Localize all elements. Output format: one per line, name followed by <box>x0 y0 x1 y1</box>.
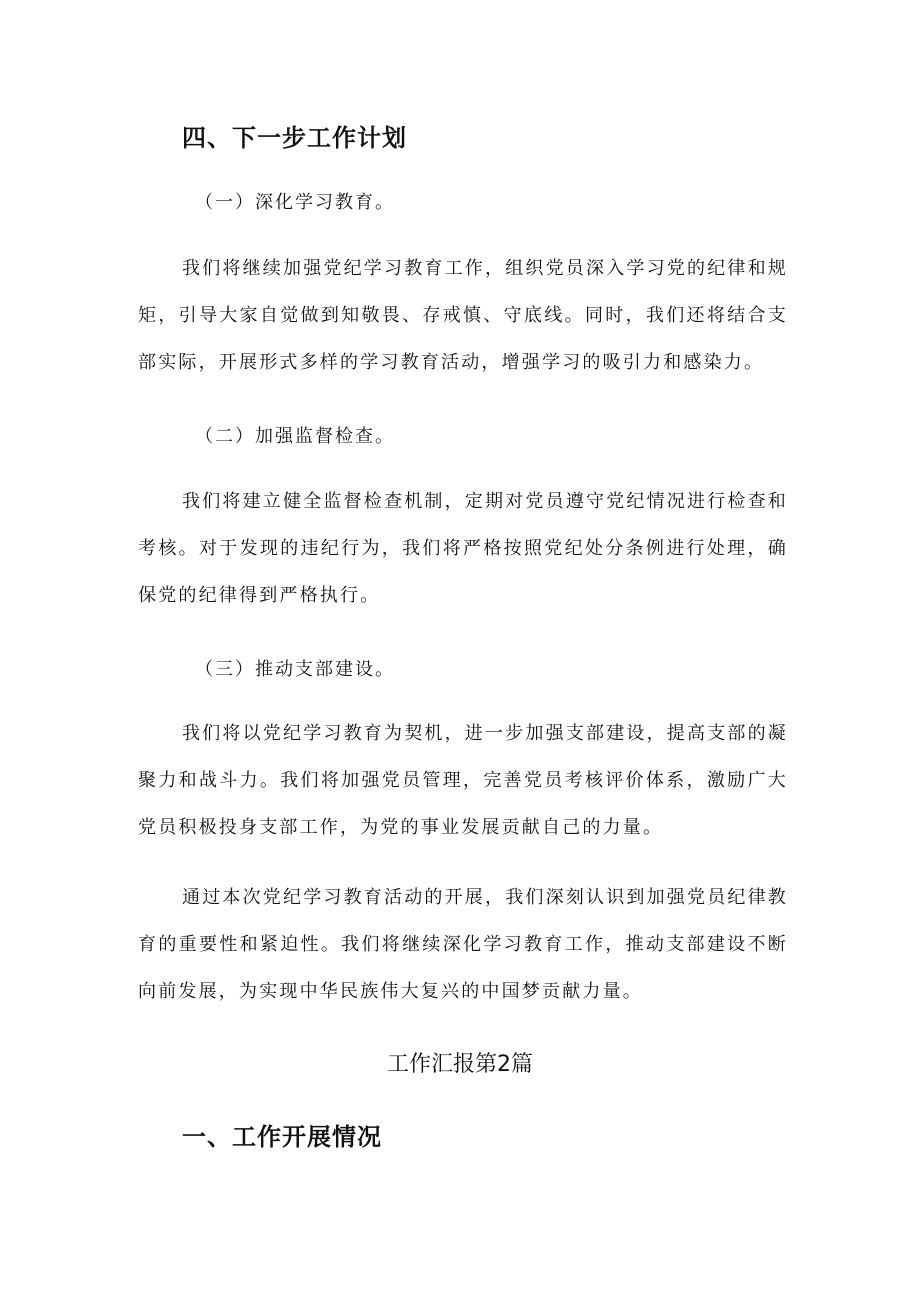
subheading-supervision: （二）加强监督检查。 <box>195 426 395 447</box>
subheading-branch-building: （三）推动支部建设。 <box>195 659 395 680</box>
section-heading-work-progress: 一、工作开展情况 <box>182 1123 382 1151</box>
section-heading-next-steps: 四、下一步工作计划 <box>182 124 407 152</box>
paragraph-conclusion: 通过本次党纪学习教育活动的开展，我们深刻认识到加强党员纪律教育的重要性和紧迫性。我们将继续深化学习教育工作，推动支部建设不断向前发展，为实现中华民族伟大复兴的中国梦贡献力量。 <box>138 887 788 1002</box>
paragraph-branch-building: 我们将以党纪学习教育为契机，进一步加强支部建设，提高支部的凝聚力和战斗力。我们将加强党员管理，完善党员考核评价体系，激励广大党员积极投身支部工作，为党的事业发展贡献自己的力量。 <box>138 723 788 838</box>
report-title: 工作汇报第2篇 <box>387 1052 533 1077</box>
subheading-deepen-study: （一）深化学习教育。 <box>195 192 395 213</box>
paragraph-supervision: 我们将建立健全监督检查机制，定期对党员遵守党纪情况进行检查和考核。对于发现的违纪行为，我们将严格按照党纪处分条例进行处理，确保党的纪律得到严格执行。 <box>138 491 788 606</box>
paragraph-deepen-study: 我们将继续加强党纪学习教育工作，组织党员深入学习党的纪律和规矩，引导大家自觉做到知敬畏、存戒慎、守底线。同时，我们还将结合支部实际，开展形式多样的学习教育活动，增强学习的吸引力和感染力。 <box>138 258 788 373</box>
